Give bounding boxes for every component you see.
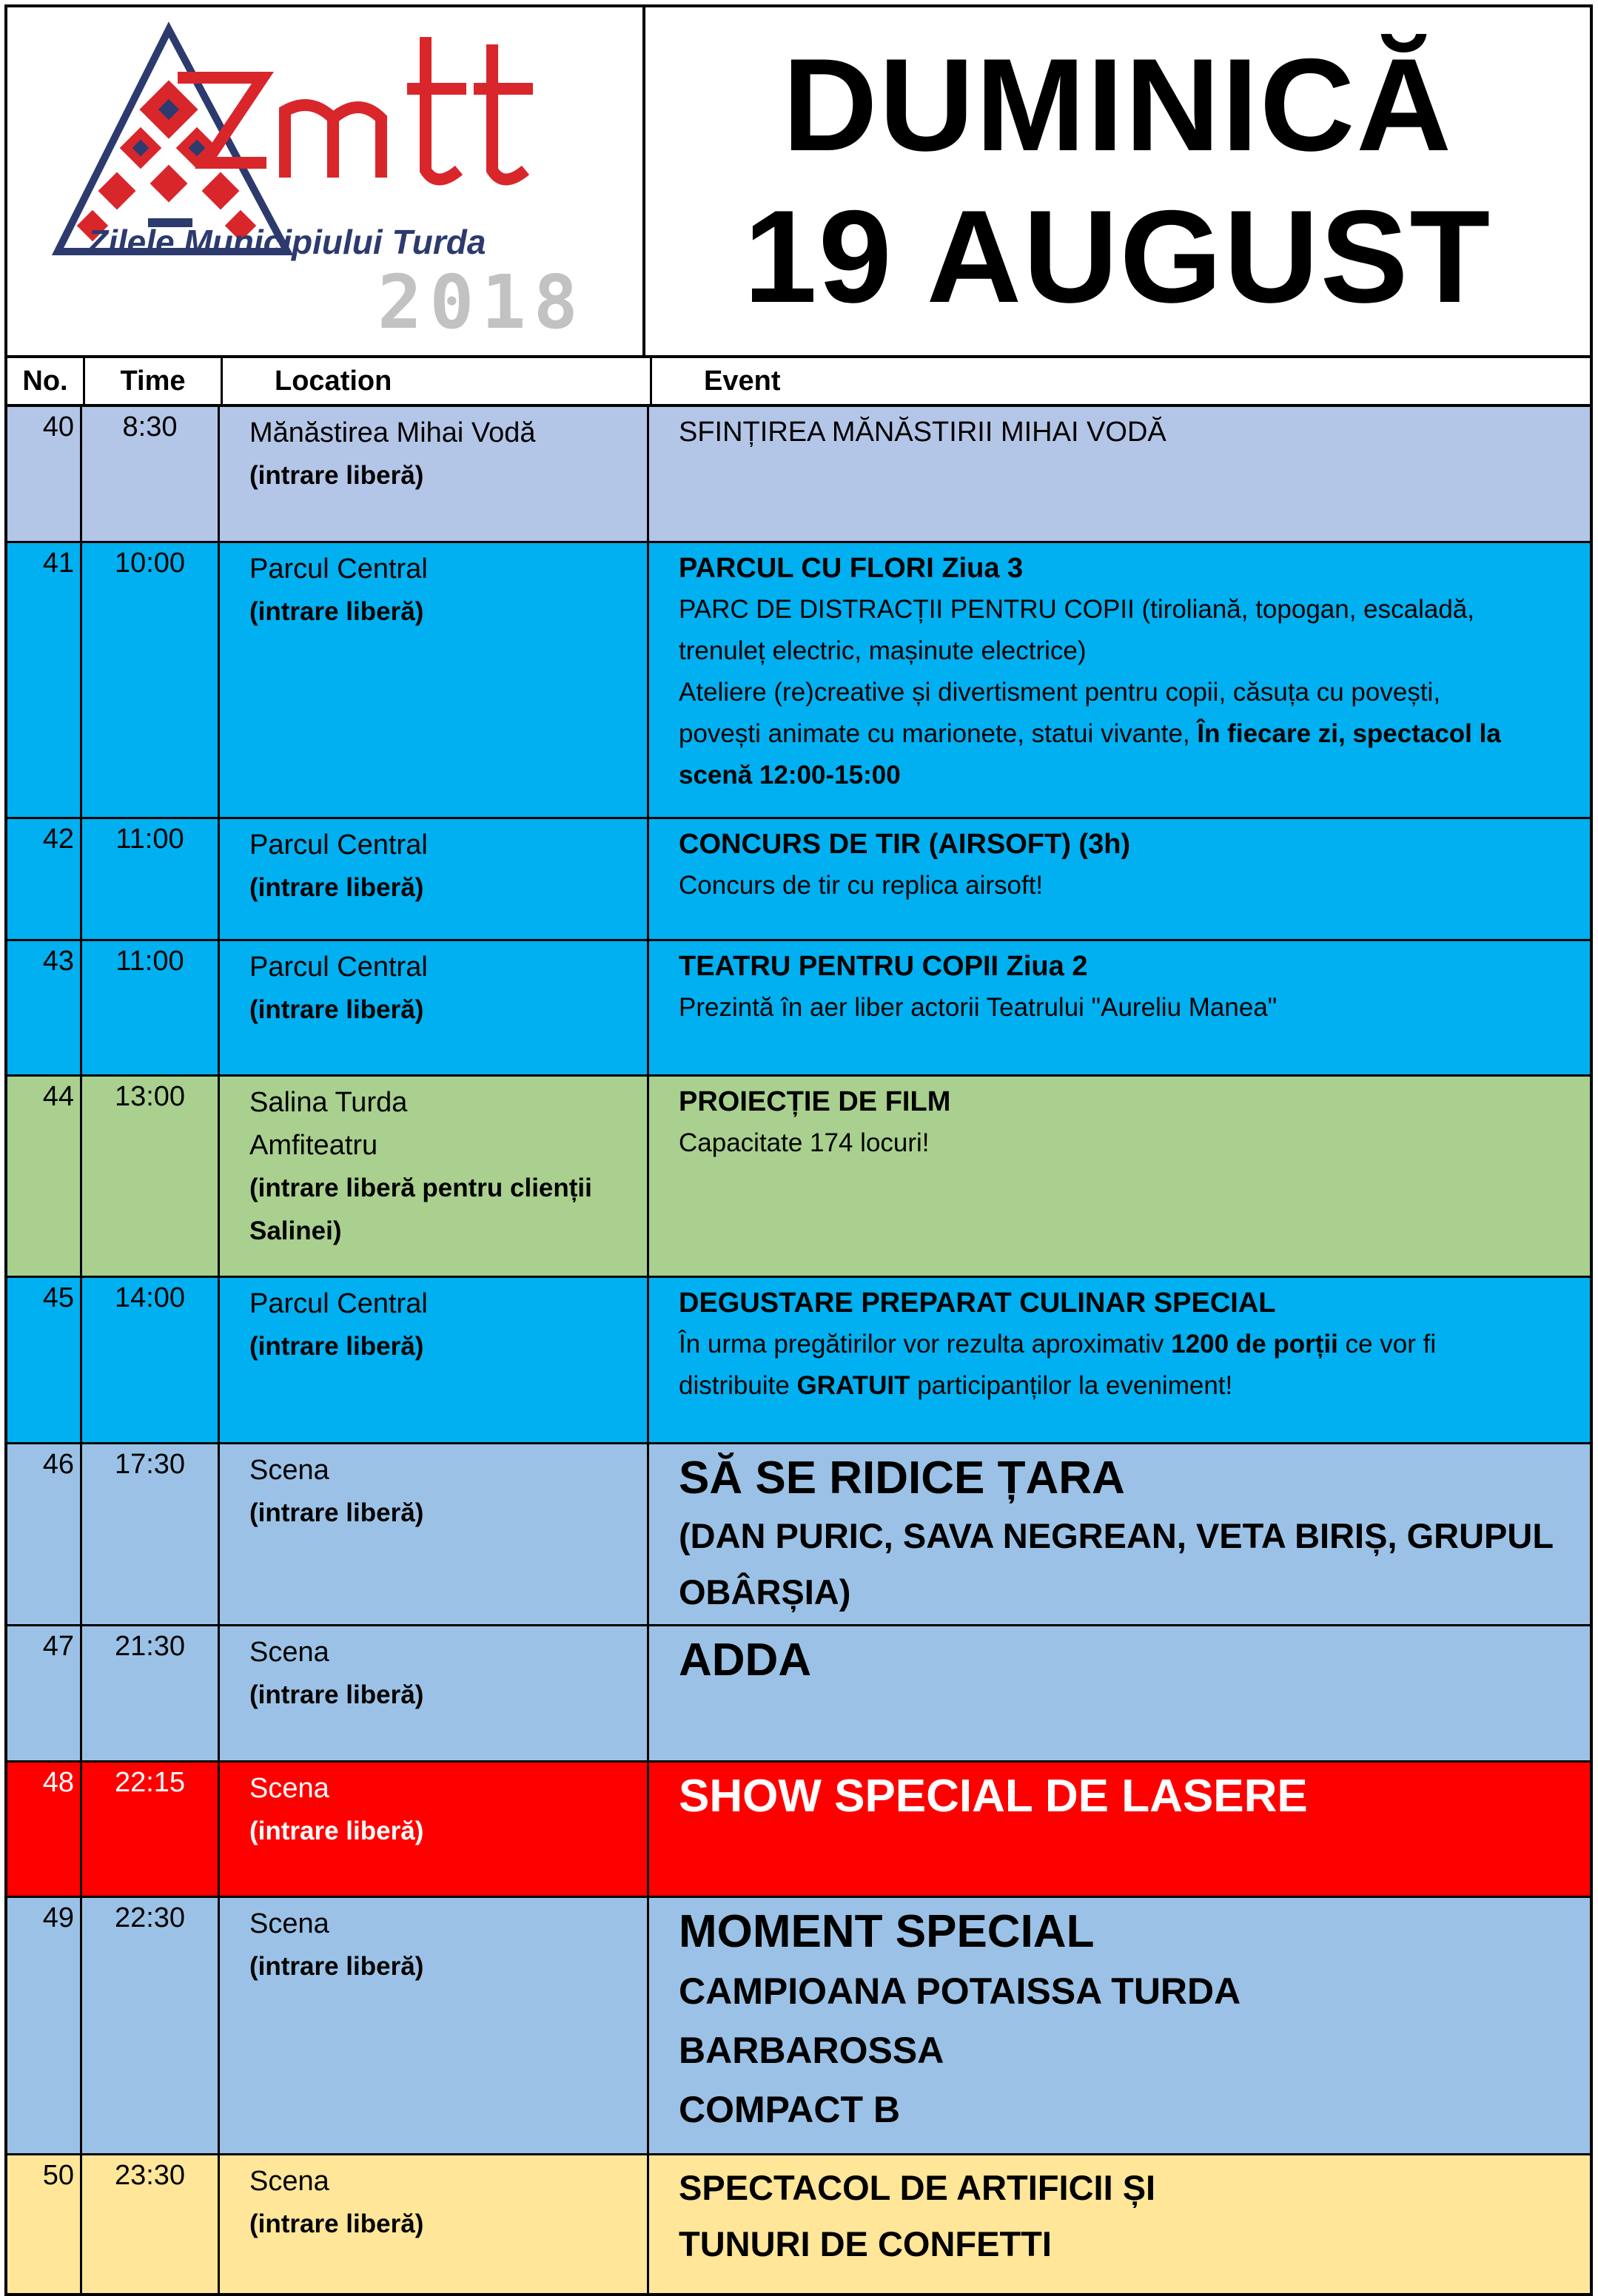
row-event: [649, 1626, 1590, 1760]
table-row: [4, 1626, 1593, 1763]
location-name: Scena: [249, 1773, 329, 1804]
event-title: CONCURS DE TIR (AIRSOFT) (3h): [679, 829, 1131, 860]
row-no: 45: [7, 1278, 82, 1442]
event-title: ADDA: [679, 1635, 812, 1686]
location-note: (intrare liberă): [249, 995, 424, 1024]
event-title: SPECTACOL DE ARTIFICII ȘI: [679, 2168, 1156, 2207]
row-event: [649, 1278, 1590, 1442]
row-location: [220, 1278, 649, 1442]
event-title: MOMENT SPECIAL: [679, 1906, 1095, 1957]
event-desc-text: În urma pregătirilor vor rezulta aproximativ: [679, 1330, 1172, 1359]
event-line: BARBAROSSA: [679, 2030, 944, 2071]
location-name: Mănăstirea Mihai Vodă: [249, 417, 536, 448]
table-row: [4, 1898, 1593, 2155]
event-desc: Concurs de tir cu replica airsoft!: [679, 871, 1044, 900]
table-row: [4, 941, 1593, 1077]
location-name: Scena: [249, 2166, 329, 2197]
row-location: [220, 941, 649, 1074]
location-note: (intrare liberă): [249, 1680, 424, 1709]
event-title: DEGUSTARE PREPARAT CULINAR SPECIAL: [679, 1287, 1276, 1319]
row-location: [220, 1763, 649, 1896]
row-event: [649, 1077, 1590, 1276]
event-desc-highlight: GRATUIT: [796, 1371, 910, 1400]
event-desc-text: participanților la eveniment!: [910, 1371, 1233, 1400]
row-time: 10:00: [82, 543, 220, 817]
row-time: 17:30: [82, 1444, 220, 1624]
row-no: 41: [7, 543, 82, 817]
row-time: 21:30: [82, 1626, 220, 1760]
row-location: [220, 543, 649, 817]
event-line: TUNURI DE CONFETTI: [679, 2224, 1052, 2263]
row-event: [649, 1444, 1590, 1624]
row-no: 44: [7, 1077, 82, 1276]
location-note: (intrare liberă): [249, 873, 424, 902]
location-note: (intrare liberă): [249, 1498, 424, 1527]
row-event: [649, 941, 1590, 1074]
event-line: CAMPIOANA POTAISSA TURDA: [679, 1970, 1241, 2012]
row-location: [220, 1077, 649, 1276]
row-time: 8:30: [82, 407, 220, 541]
row-event: [649, 543, 1590, 817]
table-row: [4, 1278, 1593, 1444]
event-title: SĂ SE RIDICE ȚARA: [679, 1452, 1125, 1504]
event-desc-text: ce vor fi: [1337, 1330, 1437, 1359]
col-no: No.: [7, 358, 85, 404]
header: [4, 4, 1593, 358]
logo-subtitle: Zilele Municipiului Turda: [87, 223, 486, 261]
row-event: [649, 1898, 1590, 2153]
col-time: Time: [85, 358, 223, 404]
table-row: [4, 2155, 1593, 2296]
logo-box: [4, 4, 645, 358]
table-row: [4, 819, 1593, 941]
location-name: Scena: [249, 1637, 329, 1668]
event-title: SFINȚIREA MĂNĂSTIRII MIHAI VODĂ: [679, 417, 1166, 448]
row-no: 48: [7, 1763, 82, 1896]
location-note: (intrare liberă): [249, 1952, 424, 1981]
event-desc: Prezintă în aer liber actorii Teatrului "Aureliu Manea": [679, 993, 1278, 1022]
location-name: Scena: [249, 1455, 329, 1486]
table-row: [4, 543, 1593, 819]
location-name: Salina Turda: [249, 1087, 408, 1118]
event-desc: trenuleț electric, mașinute electrice): [679, 636, 1087, 665]
location-name: Parcul Central: [249, 553, 428, 585]
row-location: [220, 819, 649, 939]
row-no: 42: [7, 819, 82, 939]
event-line: COMPACT B: [679, 2089, 901, 2130]
row-time: 14:00: [82, 1278, 220, 1442]
event-title: PARCUL CU FLORI Ziua 3: [679, 553, 1024, 584]
event-line: OBÂRȘIA): [679, 1572, 851, 1612]
column-headers: [4, 358, 1593, 407]
title-box: [645, 4, 1593, 358]
row-time: 11:00: [82, 941, 220, 1074]
schedule-rows: [4, 407, 1593, 2296]
schedule-page: [4, 4, 1593, 2282]
row-time: 13:00: [82, 1077, 220, 1276]
table-row: [4, 1763, 1593, 1898]
row-location: [220, 1444, 649, 1624]
event-line: (DAN PURIC, SAVA NEGREAN, VETA BIRIȘ, GRUPUL: [679, 1516, 1554, 1555]
event-desc-highlight: În fiecare zi, spectacol la: [1197, 719, 1501, 748]
row-location: [220, 2155, 649, 2293]
date-title: 19 AUGUST: [743, 183, 1492, 330]
location-name: Parcul Central: [249, 952, 428, 983]
row-event: [649, 1763, 1590, 1896]
row-location: [220, 1626, 649, 1760]
location-note: (intrare liberă): [249, 597, 424, 626]
event-desc-highlight: scenă 12:00-15:00: [679, 761, 901, 790]
event-desc-text: distribuite: [679, 1371, 797, 1400]
row-no: 40: [7, 407, 82, 541]
event-desc: [679, 755, 1582, 796]
day-title: DUMINICĂ: [782, 31, 1453, 179]
event-desc-text: povești animate cu marionete, statui vivante,: [679, 719, 1198, 748]
col-location: Location: [223, 358, 652, 404]
col-event: Event: [704, 365, 781, 397]
event-desc: [679, 1324, 1582, 1365]
table-row: [4, 407, 1593, 543]
location-note: (intrare liberă): [249, 2209, 424, 2238]
location-note: Salinei): [249, 1216, 342, 1245]
table-row: [4, 1444, 1593, 1626]
location-name: Scena: [249, 1908, 329, 1939]
logo-year: 2018: [377, 259, 585, 346]
location-note: (intrare liberă): [249, 1817, 424, 1845]
event-desc: [679, 713, 1582, 755]
event-desc: PARC DE DISTRACȚII PENTRU COPII (tiroliană, topogan, escaladă,: [679, 595, 1474, 624]
row-event: [649, 2155, 1590, 2293]
location-note: (intrare liberă): [249, 1332, 424, 1361]
row-time: 11:00: [82, 819, 220, 939]
row-no: 49: [7, 1898, 82, 2153]
event-title: SHOW SPECIAL DE LASERE: [679, 1771, 1308, 1822]
table-row: [4, 1077, 1593, 1278]
row-no: 46: [7, 1444, 82, 1624]
row-event: [649, 407, 1590, 541]
location-note: (intrare liberă pentru clienții: [249, 1174, 592, 1202]
event-title: TEATRU PENTRU COPII Ziua 2: [679, 951, 1088, 982]
row-no: 50: [7, 2155, 82, 2293]
row-no: 47: [7, 1626, 82, 1760]
row-location: [220, 407, 649, 541]
event-desc: [679, 1365, 1582, 1407]
row-location: [220, 1898, 649, 2153]
row-time: 23:30: [82, 2155, 220, 2293]
event-desc: Ateliere (re)creative și divertisment pentru copii, căsuța cu povești,: [679, 678, 1441, 707]
event-desc: Capacitate 174 locuri!: [679, 1128, 930, 1157]
event-desc-highlight: 1200 de porții: [1171, 1330, 1338, 1359]
row-time: 22:15: [82, 1763, 220, 1896]
event-title: PROIECȚIE DE FILM: [679, 1086, 951, 1117]
row-event: [649, 819, 1590, 939]
row-time: 22:30: [82, 1898, 220, 2153]
row-no: 43: [7, 941, 82, 1074]
location-name: Parcul Central: [249, 829, 428, 861]
location-name: Parcul Central: [249, 1288, 428, 1319]
location-name: Amfiteatru: [249, 1130, 378, 1161]
location-note: (intrare liberă): [249, 461, 424, 490]
